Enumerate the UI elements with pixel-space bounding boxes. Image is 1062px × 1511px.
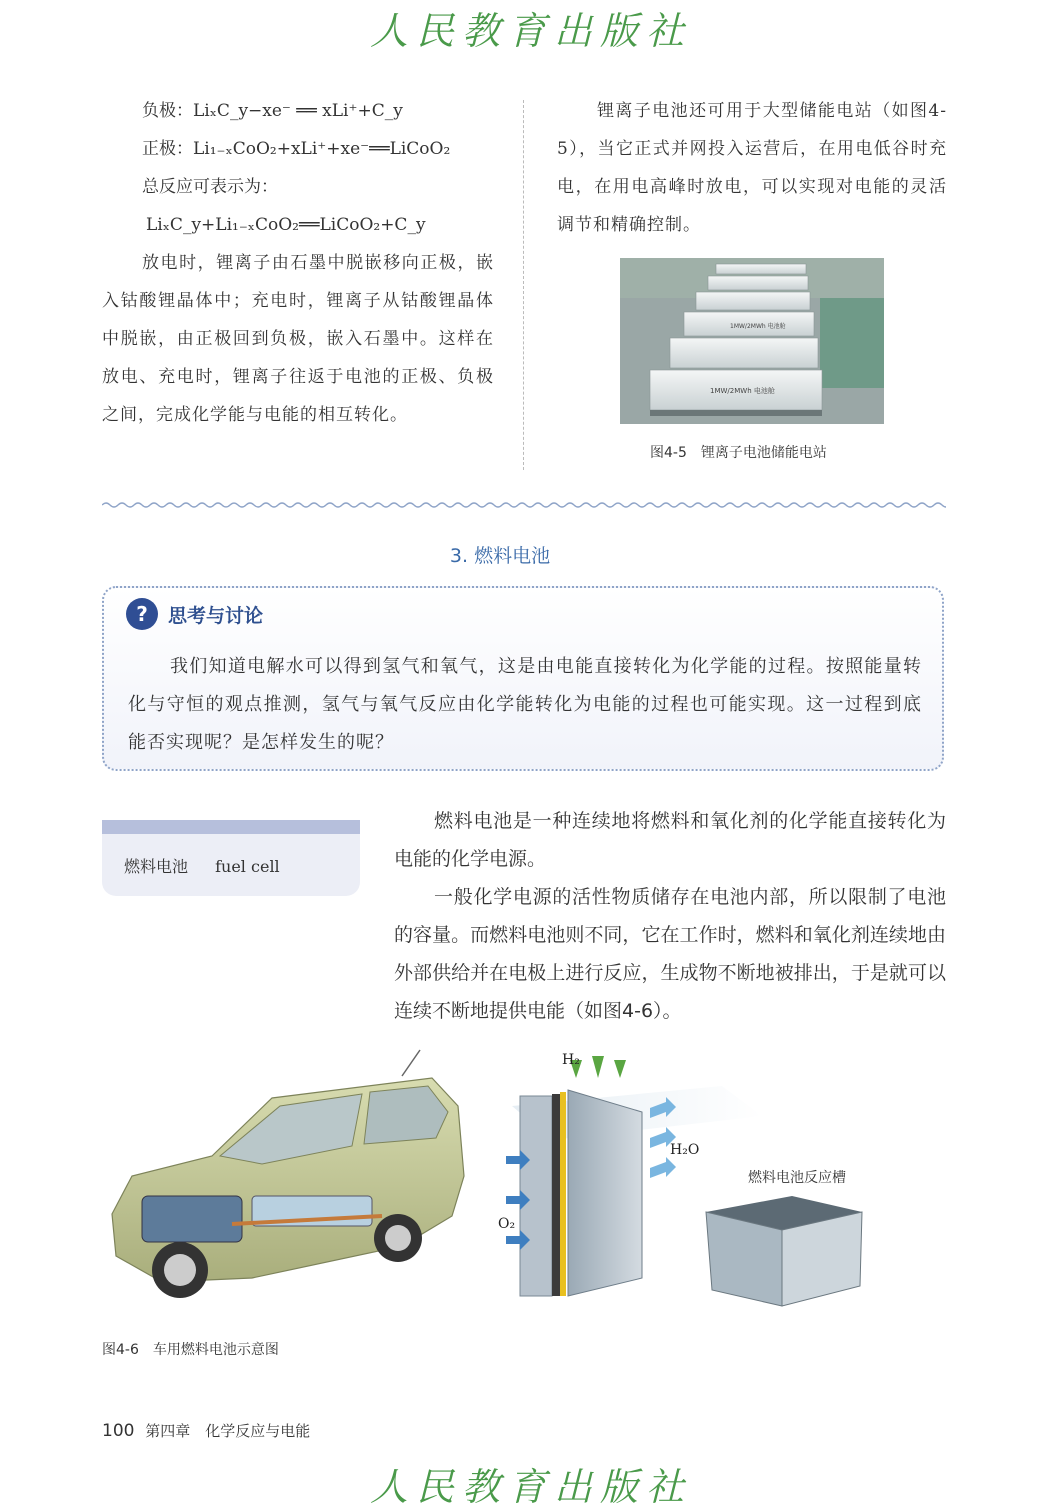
fuel-cell-reactor-illustration — [706, 1169, 862, 1306]
header-watermark: 人民教育出版社 — [369, 9, 692, 53]
discharge-paragraph: 放电时，锂离子由石墨中脱嵌移向正极，嵌入钴酸锂晶体中；充电时，锂离子从钴酸锂晶体中脱嵌，由正极回到负极，嵌入石墨中。这样在放电、充电时，锂离子往返于电池的正极、负极之间，完成化学能与电能的相互转化。 — [102, 253, 494, 425]
h2-label: H₂ — [562, 1052, 580, 1068]
fuel-cell-explanation: 一般化学电源的活性物质储存在电池内部，所以限制了电池的容量。而燃料电池则不同，它在工作时，燃料和氧化剂连续地由外部供给并在电极上进行反应，生成物不断地被排出，于是就可以连续不断地提供电能（如图4-6）。 — [394, 886, 946, 1022]
fuel-cell-car-illustration — [112, 1050, 464, 1298]
total-reaction-label: 总反应可表示为： — [142, 177, 278, 197]
total-reaction-equation: LiₓC_y+Li₁₋ₓCoO₂══LiCoO₂+C_y — [146, 215, 426, 235]
fuel-cell-text — [394, 802, 946, 1030]
glossary-term-bar — [102, 820, 360, 834]
fuel-cell-definition: 燃料电池是一种连续地将燃料和氧化剂的化学能直接转化为电能的化学电源。 — [394, 810, 946, 870]
page-footer — [102, 1420, 310, 1441]
storage-station-paragraph: 锂离子电池还可用于大型储能电站（如图4-5），当它正式并网投入运营后，在用电低谷时充电，在用电高峰时放电，可以实现对电能的灵活调节和精确控制。 — [557, 101, 947, 235]
chapter-title: 第四章 化学反应与电能 — [145, 1422, 311, 1440]
wavy-separator — [102, 500, 946, 510]
think-discuss-body: 我们知道电解水可以得到氢气和氧气，这是由电能直接转化为化学能的过程。按照能量转化与守恒的观点推测，氢气与氧气反应由化学能转化为电能的过程也可能实现。这一过程到底能否实现呢？是怎样发生的呢？ — [128, 656, 922, 753]
glossary-term — [124, 854, 280, 877]
storage-station-photo — [620, 258, 884, 424]
glossary-term-en: fuel cell — [215, 857, 280, 876]
h2o-label: H₂O — [670, 1142, 700, 1158]
question-bubble-icon: ? — [126, 598, 158, 630]
think-discuss-title: 思考与讨论 — [168, 604, 264, 627]
think-discuss-box — [102, 586, 944, 771]
container-label-upper: 1MW/2MWh 电池舱 — [730, 323, 786, 330]
figure-4-5-caption: 图4-5 锂离子电池储能电站 — [650, 445, 827, 461]
section-title: 3. 燃料电池 — [449, 545, 551, 567]
figure-4-6 — [102, 1046, 872, 1316]
container-label-lower: 1MW/2MWh 电池舱 — [710, 387, 775, 395]
left-column — [102, 92, 494, 434]
glossary-term-cn: 燃料电池 — [124, 857, 189, 876]
footer-watermark: 人民教育出版社 — [369, 1465, 692, 1509]
negative-electrode-equation: 负极：LiₓC_y−xe⁻ ══ xLi⁺+C_y — [142, 101, 403, 121]
positive-electrode-equation: 正极：Li₁₋ₓCoO₂+xLi⁺+xe⁻══LiCoO₂ — [142, 139, 451, 159]
figure-4-6-caption: 图4-6 车用燃料电池示意图 — [102, 1342, 279, 1358]
think-discuss-header — [126, 598, 263, 630]
reactor-label: 燃料电池反应槽 — [748, 1170, 846, 1186]
o2-label: O₂ — [498, 1216, 516, 1232]
page-number: 100 — [102, 1421, 135, 1441]
column-divider — [523, 100, 524, 470]
glossary-term-box — [102, 820, 360, 896]
